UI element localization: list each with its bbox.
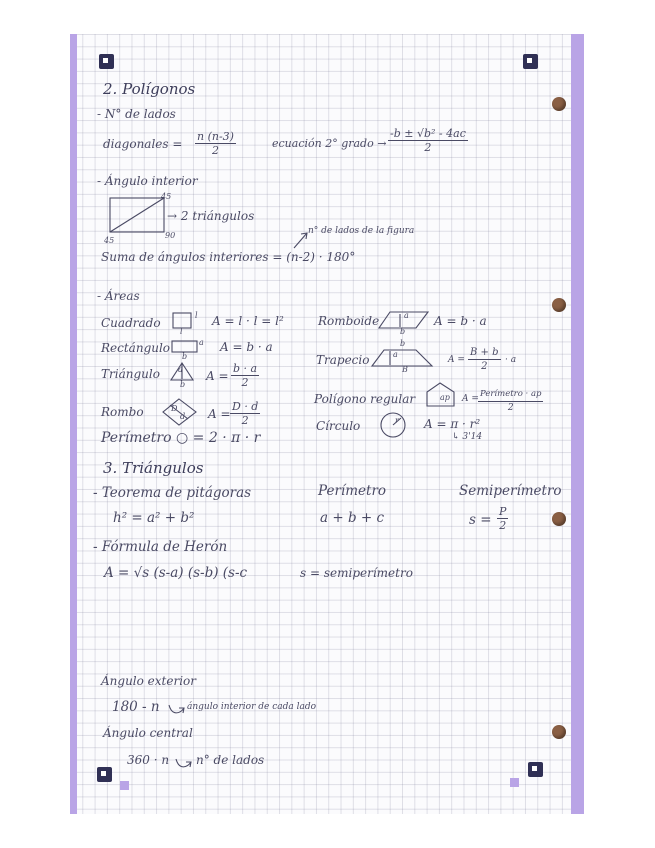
base-label: B	[402, 365, 408, 374]
subheading: Ángulo central	[103, 726, 193, 740]
subheading: Ángulo exterior	[101, 674, 197, 688]
formula-lhs: A =	[462, 394, 479, 404]
exterior-note: ángulo interior de cada lado	[187, 702, 317, 712]
corner-marker-icon	[528, 762, 543, 777]
formula-lhs: A =	[206, 369, 229, 383]
angle-label: 45	[104, 236, 115, 245]
fraction-numerator: P	[499, 505, 507, 518]
shape-name: Trapecio	[316, 353, 370, 367]
diagonal-label: d	[180, 412, 186, 421]
binder-hole	[552, 298, 566, 312]
column-heading: Perímetro	[318, 483, 387, 499]
shape-name: Rectángulo	[101, 341, 171, 355]
ecuacion-fraction	[388, 127, 468, 154]
central-formula: 360 · n	[127, 753, 170, 767]
subheading: - Ángulo interior	[97, 174, 198, 188]
curved-arrow-icon	[168, 702, 186, 716]
height-label: a	[404, 311, 409, 320]
shape-name: Polígono regular	[314, 392, 416, 406]
apothem-label: ap	[440, 393, 450, 402]
fraction-denominator: 2	[241, 414, 249, 427]
radius-label: r	[395, 416, 399, 425]
fraction-denominator: 2	[499, 519, 507, 532]
annotation: n° de lados de la figura	[308, 226, 415, 236]
pi-value: ↳ 3'14	[452, 432, 483, 442]
fraction-denominator: 2	[211, 144, 219, 157]
subheading: - N° de lados	[97, 107, 176, 121]
shape-name: Romboide	[318, 314, 380, 328]
rectangle-diagonals-figure	[108, 196, 168, 236]
fraction-numerator: B + b	[470, 347, 499, 358]
fraction-denominator: 2	[507, 403, 514, 413]
left-margin-band	[70, 34, 77, 814]
height-label: a	[199, 338, 204, 347]
central-note: n° de lados	[196, 753, 265, 767]
binder-hole	[552, 97, 566, 111]
shape-name: Círculo	[316, 419, 361, 433]
angle-label: 90	[165, 231, 176, 240]
formula-lhs: A =	[208, 407, 231, 421]
section-title: 2. Polígonos	[103, 80, 196, 98]
base-label: b	[180, 380, 186, 389]
heron-note: s = semiperímetro	[300, 566, 413, 580]
diagonales-fraction	[195, 130, 236, 157]
section-title: 3. Triángulos	[103, 459, 204, 477]
side-label: l	[195, 311, 198, 320]
diagonales-label: diagonales =	[103, 137, 183, 151]
formula-tail: · a	[505, 355, 517, 365]
column-heading: Semiperímetro	[459, 483, 562, 499]
area-formula: A = b · a	[434, 314, 487, 328]
corner-marker-icon	[97, 767, 112, 782]
diagonal-label: D	[171, 404, 178, 413]
area-formula: A = π · r²	[424, 417, 481, 431]
suma-angulos-formula: Suma de ángulos interiores = (n-2) · 180°	[101, 250, 356, 264]
triangulos-note: → 2 triángulos	[167, 209, 255, 223]
fraction-numerator: b · a	[233, 362, 258, 375]
rombo-fraction	[230, 400, 260, 427]
semiperimetro-fraction	[497, 505, 508, 532]
fraction-denominator: 2	[424, 141, 432, 154]
fraction-numerator: -b ± √b² - 4ac	[390, 127, 466, 140]
corner-marker-icon	[99, 54, 114, 69]
fraction-denominator: 2	[481, 361, 488, 372]
heron-formula: A = √s (s-a) (s-b) (s-c	[104, 565, 248, 581]
binder-hole	[552, 725, 566, 739]
perimetro-formula: a + b + c	[320, 510, 385, 526]
base-label: b	[182, 352, 188, 361]
shape-name: Rombo	[101, 405, 144, 419]
corner-square-icon	[120, 781, 129, 790]
shape-name: Cuadrado	[101, 316, 161, 330]
formula-lhs: s =	[469, 512, 492, 528]
fraction-numerator: D · d	[232, 400, 259, 413]
pitagoras-formula: h² = a² + b²	[113, 510, 195, 526]
right-margin-band	[571, 34, 584, 814]
fraction-numerator: n (n-3)	[197, 130, 234, 143]
trapecio-fraction	[468, 346, 501, 373]
triangulo-fraction	[231, 362, 259, 389]
binder-hole	[552, 512, 566, 526]
area-formula: A = l · l = l²	[212, 314, 284, 328]
subheading: - Fórmula de Herón	[93, 539, 228, 555]
height-label: a	[393, 350, 398, 359]
top-base-label: b	[400, 339, 406, 348]
fraction-denominator: 2	[241, 376, 249, 389]
angle-label: 45	[161, 192, 172, 201]
arrow-icon	[292, 230, 310, 250]
base-label: b	[400, 327, 406, 336]
fraction-numerator: Perímetro · ap	[478, 388, 543, 402]
subheading: - Teorema de pitágoras	[93, 485, 252, 501]
square-figure	[172, 312, 194, 330]
poligono-fraction	[478, 388, 543, 415]
ecuacion-label: ecuación 2° grado →	[272, 137, 387, 150]
perimetro-circulo-formula: Perímetro ○ = 2 · π · r	[101, 430, 261, 446]
corner-square-icon	[510, 778, 519, 787]
curved-arrow-icon	[175, 756, 193, 770]
subheading: - Áreas	[97, 289, 140, 303]
area-formula: A = b · a	[220, 340, 273, 354]
height-label: a	[178, 365, 183, 374]
exterior-formula: 180 - n	[112, 699, 160, 715]
circle-figure	[380, 412, 408, 438]
side-label: l	[180, 327, 183, 336]
corner-marker-icon	[523, 54, 538, 69]
formula-lhs: A =	[448, 355, 465, 365]
shape-name: Triángulo	[101, 367, 160, 381]
